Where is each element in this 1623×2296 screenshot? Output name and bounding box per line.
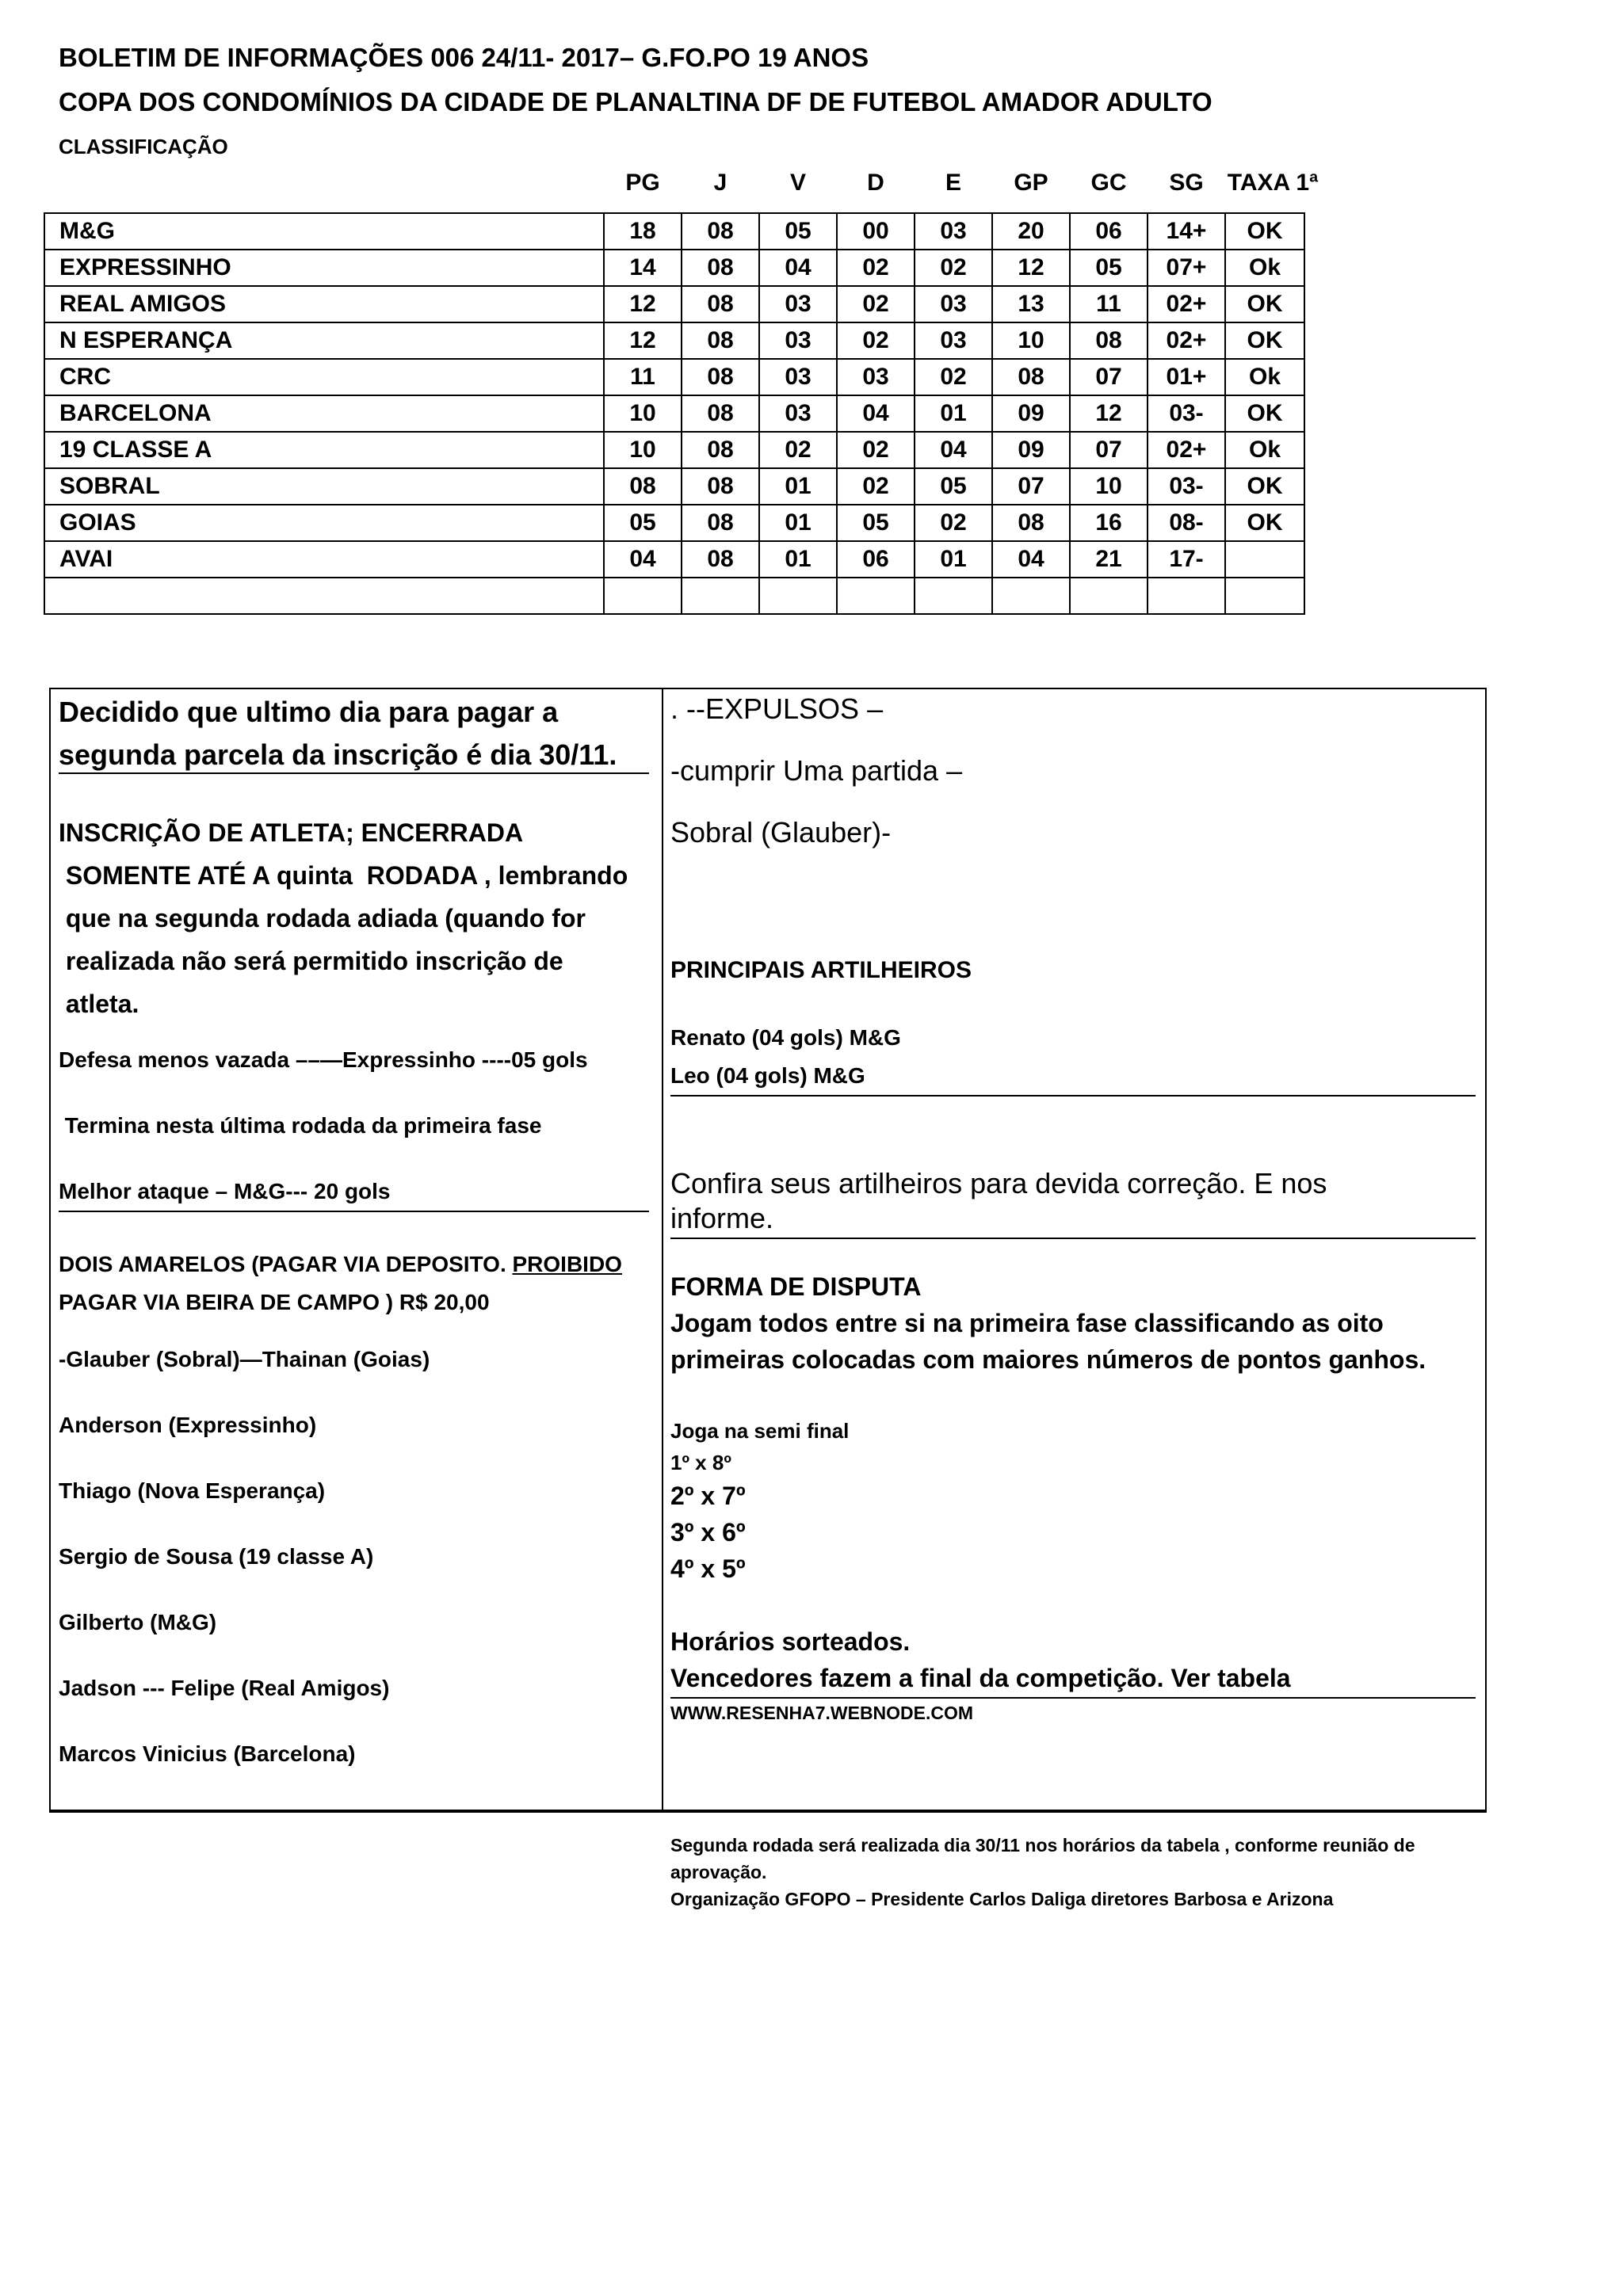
stat-cell-sg: 03- bbox=[1148, 395, 1225, 432]
first-phase-end: Termina nesta última rodada da primeira fase bbox=[59, 1113, 542, 1138]
stat-cell-gp: 10 bbox=[992, 322, 1070, 359]
stat-cell-pg: 18 bbox=[604, 213, 682, 250]
stat-cell-e: 02 bbox=[915, 359, 992, 395]
stat-cell-taxa bbox=[1225, 541, 1304, 578]
stat-cell-gc: 11 bbox=[1070, 286, 1148, 322]
stat-cell-e: 03 bbox=[915, 213, 992, 250]
stat-cell-gc: 21 bbox=[1070, 541, 1148, 578]
stat-cell-gc: 08 bbox=[1070, 322, 1148, 359]
stat-cell-gp: 08 bbox=[992, 505, 1070, 541]
stat-cell-e: 02 bbox=[915, 505, 992, 541]
registration-line: que na segunda rodada adiada (quando for bbox=[59, 904, 586, 933]
right-divider-2 bbox=[670, 1238, 1476, 1239]
stat-cell-e: 05 bbox=[915, 468, 992, 505]
stat-cell-e: 03 bbox=[915, 322, 992, 359]
suspension-note: -cumprir Uma partida – bbox=[670, 754, 963, 787]
col-j: J bbox=[713, 170, 727, 196]
stat-cell-taxa: OK bbox=[1225, 286, 1304, 322]
stat-cell-d: 02 bbox=[837, 322, 915, 359]
stat-cell-j: 08 bbox=[682, 322, 759, 359]
stat-cell-d bbox=[837, 578, 915, 614]
stat-cell-j: 08 bbox=[682, 468, 759, 505]
stat-cell-pg: 04 bbox=[604, 541, 682, 578]
registration-line: INSCRIÇÃO DE ATLETA; ENCERRADA bbox=[59, 818, 524, 847]
team-name-cell: GOIAS bbox=[44, 505, 604, 541]
stat-cell-v: 02 bbox=[759, 432, 837, 468]
stat-cell-v: 01 bbox=[759, 541, 837, 578]
check-scorers-note bbox=[670, 1166, 1463, 1236]
standings-column-headers bbox=[0, 170, 1347, 204]
standings-row bbox=[44, 359, 1304, 395]
standings-row bbox=[44, 468, 1304, 505]
stat-cell-taxa: OK bbox=[1225, 468, 1304, 505]
best-defense: Defesa menos vazada ––—Expressinho ----05 gols bbox=[59, 1047, 588, 1072]
competition-title: COPA DOS CONDOMÍNIOS DA CIDADE DE PLANALTINA DF DE FUTEBOL AMADOR ADULTO bbox=[59, 87, 1212, 116]
standings-row bbox=[44, 322, 1304, 359]
stat-cell-e: 01 bbox=[915, 541, 992, 578]
stat-cell-taxa: Ok bbox=[1225, 250, 1304, 286]
stat-cell-pg: 10 bbox=[604, 432, 682, 468]
player-item: Gilberto (M&G) bbox=[59, 1610, 217, 1634]
stat-cell-pg: 10 bbox=[604, 395, 682, 432]
yellow-cards-rule bbox=[59, 1245, 661, 1322]
left-divider-1 bbox=[59, 772, 649, 774]
registration-line: realizada não será permitido inscrição de bbox=[59, 947, 563, 975]
stat-cell-gc: 16 bbox=[1070, 505, 1148, 541]
stat-cell-gp: 20 bbox=[992, 213, 1070, 250]
stat-cell-v: 03 bbox=[759, 359, 837, 395]
stat-cell-pg bbox=[604, 578, 682, 614]
stat-cell-gp: 12 bbox=[992, 250, 1070, 286]
stat-cell-d: 02 bbox=[837, 432, 915, 468]
team-name-cell: 19 CLASSE A bbox=[44, 432, 604, 468]
stat-cell-gp: 08 bbox=[992, 359, 1070, 395]
player-item: Jadson --- Felipe (Real Amigos) bbox=[59, 1676, 390, 1700]
stat-cell-sg: 14+ bbox=[1148, 213, 1225, 250]
stat-cell-e bbox=[915, 578, 992, 614]
format-description-1: Jogam todos entre si na primeira fase classificando as oito bbox=[670, 1309, 1384, 1337]
box-row-divider bbox=[49, 1810, 1487, 1811]
player-item: Anderson (Expressinho) bbox=[59, 1413, 317, 1437]
stat-cell-v: 01 bbox=[759, 505, 837, 541]
standings-row bbox=[44, 578, 1304, 614]
standings-row bbox=[44, 395, 1304, 432]
yellow-cards-rule-b: PROIBIDO bbox=[512, 1252, 622, 1276]
stat-cell-j bbox=[682, 578, 759, 614]
stat-cell-e: 01 bbox=[915, 395, 992, 432]
semifinal-match: 2º x 7º bbox=[670, 1482, 746, 1510]
col-taxa: TAXA 1ª bbox=[1227, 170, 1319, 196]
stat-cell-d: 00 bbox=[837, 213, 915, 250]
stat-cell-gc: 07 bbox=[1070, 432, 1148, 468]
team-name-cell: N ESPERANÇA bbox=[44, 322, 604, 359]
stat-cell-d: 03 bbox=[837, 359, 915, 395]
second-round-note bbox=[670, 1832, 1479, 1913]
team-name-cell: M&G bbox=[44, 213, 604, 250]
final-note: Vencedores fazem a final da competição. Ver tabela bbox=[670, 1664, 1291, 1692]
stat-cell-j: 08 bbox=[682, 286, 759, 322]
stat-cell-v: 03 bbox=[759, 286, 837, 322]
col-gp: GP bbox=[1014, 170, 1048, 196]
stat-cell-pg: 05 bbox=[604, 505, 682, 541]
check-scorers-line-2: informe. bbox=[670, 1202, 774, 1234]
stat-cell-sg bbox=[1148, 578, 1225, 614]
standings-row bbox=[44, 286, 1304, 322]
format-heading: FORMA DE DISPUTA bbox=[670, 1272, 922, 1301]
stat-cell-d: 02 bbox=[837, 286, 915, 322]
stat-cell-gc: 05 bbox=[1070, 250, 1148, 286]
stat-cell-v: 05 bbox=[759, 213, 837, 250]
payment-deadline-notice: Decidido que ultimo dia para pagar a segunda parcela da inscrição é dia 30/11. bbox=[59, 696, 617, 771]
registration-line: SOMENTE ATÉ A quinta RODADA , lembrando bbox=[59, 861, 628, 890]
stat-cell-taxa bbox=[1225, 578, 1304, 614]
standings-row bbox=[44, 213, 1304, 250]
standings-row bbox=[44, 432, 1304, 468]
stat-cell-j: 08 bbox=[682, 250, 759, 286]
stat-cell-j: 08 bbox=[682, 213, 759, 250]
stat-cell-v bbox=[759, 578, 837, 614]
standings-row bbox=[44, 541, 1304, 578]
stat-cell-e: 02 bbox=[915, 250, 992, 286]
stat-cell-taxa: OK bbox=[1225, 213, 1304, 250]
best-attack: Melhor ataque – M&G--- 20 gols bbox=[59, 1179, 391, 1203]
stat-cell-v: 03 bbox=[759, 395, 837, 432]
semifinal-match: 1º x 8º bbox=[670, 1451, 731, 1474]
stat-cell-d: 05 bbox=[837, 505, 915, 541]
team-name-cell: REAL AMIGOS bbox=[44, 286, 604, 322]
stat-cell-taxa: OK bbox=[1225, 505, 1304, 541]
player-item: Thiago (Nova Esperança) bbox=[59, 1478, 326, 1503]
stat-cell-gc bbox=[1070, 578, 1148, 614]
stat-cell-pg: 08 bbox=[604, 468, 682, 505]
website-link[interactable]: WWW.RESENHA7.WEBNODE.COM bbox=[670, 1703, 974, 1723]
yellow-cards-rule-c: PAGAR VIA BEIRA DE CAMPO ) R$ 20,00 bbox=[59, 1290, 490, 1314]
right-divider-3 bbox=[670, 1697, 1476, 1699]
col-v: V bbox=[789, 170, 806, 196]
second-round-line-2: aprovação. bbox=[670, 1862, 767, 1882]
right-divider-1 bbox=[670, 1095, 1476, 1097]
stat-cell-v: 03 bbox=[759, 322, 837, 359]
second-round-line-1: Segunda rodada será realizada dia 30/11 nos horários da tabela , conforme reunião de bbox=[670, 1835, 1415, 1855]
stat-cell-gc: 12 bbox=[1070, 395, 1148, 432]
stat-cell-j: 08 bbox=[682, 359, 759, 395]
stat-cell-sg: 17- bbox=[1148, 541, 1225, 578]
stat-cell-gp: 13 bbox=[992, 286, 1070, 322]
check-scorers-line-1: Confira seus artilheiros para devida correção. E nos bbox=[670, 1167, 1327, 1199]
stat-cell-gc: 06 bbox=[1070, 213, 1148, 250]
col-e: E bbox=[945, 170, 961, 196]
stat-cell-d: 02 bbox=[837, 250, 915, 286]
expelled-heading: . --EXPULSOS – bbox=[670, 692, 884, 725]
stat-cell-pg: 12 bbox=[604, 322, 682, 359]
standings-table bbox=[44, 212, 1305, 615]
stat-cell-gp: 07 bbox=[992, 468, 1070, 505]
stat-cell-e: 03 bbox=[915, 286, 992, 322]
standings-body bbox=[44, 213, 1304, 614]
stat-cell-gp bbox=[992, 578, 1070, 614]
stat-cell-v: 01 bbox=[759, 468, 837, 505]
stat-cell-sg: 02+ bbox=[1148, 322, 1225, 359]
stat-cell-sg: 03- bbox=[1148, 468, 1225, 505]
stat-cell-pg: 14 bbox=[604, 250, 682, 286]
stat-cell-gc: 10 bbox=[1070, 468, 1148, 505]
team-name-cell: EXPRESSINHO bbox=[44, 250, 604, 286]
stat-cell-pg: 12 bbox=[604, 286, 682, 322]
stat-cell-e: 04 bbox=[915, 432, 992, 468]
team-name-cell: AVAI bbox=[44, 541, 604, 578]
registration-line: atleta. bbox=[59, 990, 139, 1018]
team-name-cell: CRC bbox=[44, 359, 604, 395]
player-item: Marcos Vinicius (Barcelona) bbox=[59, 1741, 356, 1766]
stat-cell-taxa: Ok bbox=[1225, 432, 1304, 468]
stat-cell-taxa: OK bbox=[1225, 322, 1304, 359]
top-scorer-item: Leo (04 gols) M&G bbox=[670, 1063, 865, 1088]
yellow-cards-rule-a: DOIS AMARELOS (PAGAR VIA DEPOSITO. bbox=[59, 1252, 513, 1276]
stat-cell-taxa: Ok bbox=[1225, 359, 1304, 395]
stat-cell-gp: 04 bbox=[992, 541, 1070, 578]
organization-line: Organização GFOPO – Presidente Carlos Daliga diretores Barbosa e Arizona bbox=[670, 1889, 1334, 1909]
stat-cell-j: 08 bbox=[682, 505, 759, 541]
standings-row bbox=[44, 505, 1304, 541]
stat-cell-taxa: OK bbox=[1225, 395, 1304, 432]
stat-cell-sg: 02+ bbox=[1148, 286, 1225, 322]
stat-cell-v: 04 bbox=[759, 250, 837, 286]
stat-cell-j: 08 bbox=[682, 432, 759, 468]
stat-cell-d: 02 bbox=[837, 468, 915, 505]
standings-row bbox=[44, 250, 1304, 286]
stat-cell-sg: 02+ bbox=[1148, 432, 1225, 468]
semifinal-match: 3º x 6º bbox=[670, 1518, 746, 1547]
col-d: D bbox=[867, 170, 884, 196]
stat-cell-d: 06 bbox=[837, 541, 915, 578]
stat-cell-gp: 09 bbox=[992, 395, 1070, 432]
col-sg: SG bbox=[1169, 170, 1204, 196]
player-item: -Glauber (Sobral)—Thainan (Goias) bbox=[59, 1347, 430, 1371]
stat-cell-pg: 11 bbox=[604, 359, 682, 395]
semifinal-heading: Joga na semi final bbox=[670, 1419, 850, 1443]
stat-cell-j: 08 bbox=[682, 541, 759, 578]
col-gc: GC bbox=[1090, 170, 1127, 196]
col-pg: PG bbox=[625, 170, 660, 196]
player-item: Sergio de Sousa (19 classe A) bbox=[59, 1544, 374, 1569]
top-scorers-heading: PRINCIPAIS ARTILHEIROS bbox=[670, 957, 972, 983]
bulletin-title: BOLETIM DE INFORMAÇÕES 006 24/11- 2017– G.FO.PO 19 ANOS bbox=[59, 43, 869, 72]
semifinal-match: 4º x 5º bbox=[670, 1554, 746, 1583]
stat-cell-gc: 07 bbox=[1070, 359, 1148, 395]
stat-cell-sg: 07+ bbox=[1148, 250, 1225, 286]
expelled-player: Sobral (Glauber)- bbox=[670, 816, 892, 849]
stat-cell-sg: 08- bbox=[1148, 505, 1225, 541]
format-description-2: primeiras colocadas com maiores números de pontos ganhos. bbox=[670, 1345, 1426, 1374]
athlete-registration-notice bbox=[59, 811, 661, 1025]
stat-cell-sg: 01+ bbox=[1148, 359, 1225, 395]
stat-cell-gp: 09 bbox=[992, 432, 1070, 468]
stat-cell-j: 08 bbox=[682, 395, 759, 432]
team-name-cell: SOBRAL bbox=[44, 468, 604, 505]
stat-cell-d: 04 bbox=[837, 395, 915, 432]
classification-label: CLASSIFICAÇÃO bbox=[59, 135, 228, 158]
schedule-note: Horários sorteados. bbox=[670, 1627, 911, 1656]
team-name-cell bbox=[44, 578, 604, 614]
top-scorer-item: Renato (04 gols) M&G bbox=[670, 1025, 901, 1050]
team-name-cell: BARCELONA bbox=[44, 395, 604, 432]
left-divider-2 bbox=[59, 1211, 649, 1212]
